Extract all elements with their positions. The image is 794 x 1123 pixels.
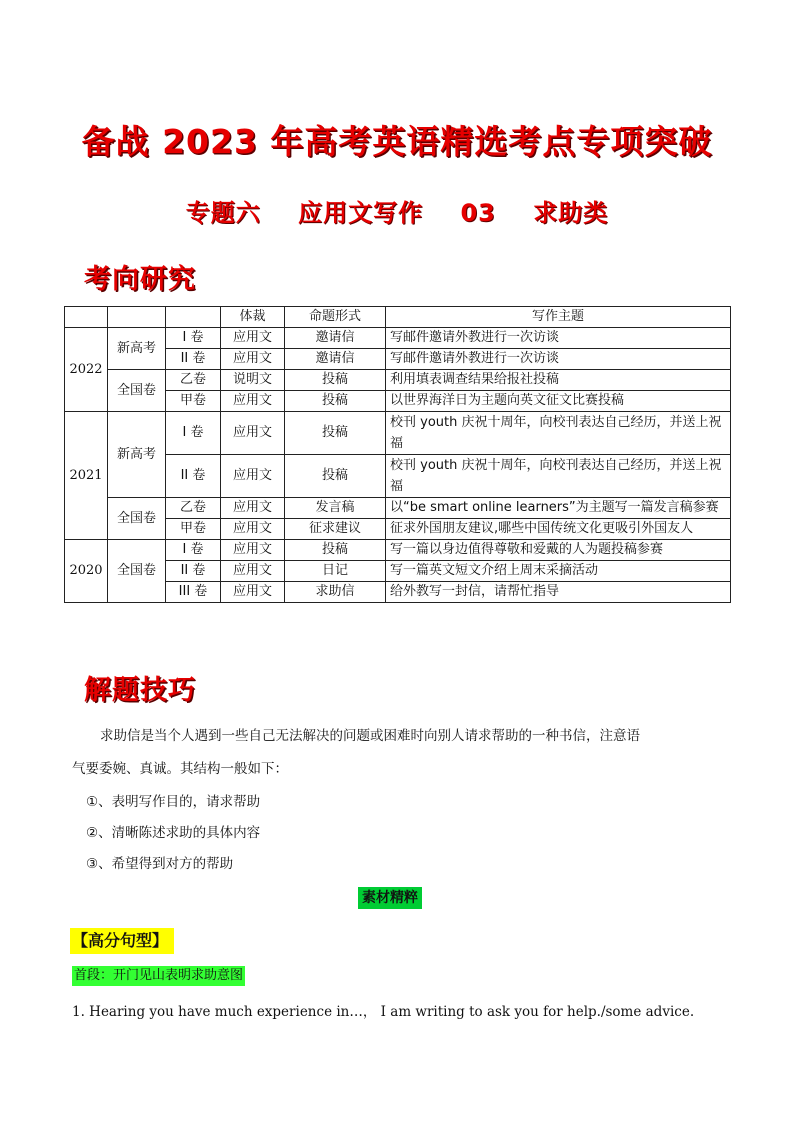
genre-cell: 应用文	[221, 498, 285, 519]
table-row	[65, 540, 731, 561]
paper-cell: 甲卷	[166, 519, 221, 540]
topic-cell: 以世界海洋日为主题向英文征文比赛投稿	[386, 391, 731, 412]
structure-step: ②、清晰陈述求助的具体内容	[86, 825, 261, 841]
year-cell: 2020	[65, 540, 108, 603]
paper-cell: I 卷	[166, 540, 221, 561]
material-label: 素材精粹	[358, 887, 422, 909]
first-paragraph-label: 首段：开门见山表明求助意图	[72, 966, 245, 986]
topic-cell: 写邮件邀请外教进行一次访谈	[386, 328, 731, 349]
subtitle-type: 求助类	[533, 199, 609, 227]
section-heading-techniques: 解题技巧	[84, 675, 196, 706]
group-cell: 新高考	[108, 412, 166, 498]
form-cell: 投稿	[285, 391, 386, 412]
form-cell: 邀请信	[285, 328, 386, 349]
structure-step: ③、希望得到对方的帮助	[86, 856, 234, 872]
genre-cell: 应用文	[221, 391, 285, 412]
table-row	[65, 498, 731, 519]
subtitle-category: 应用文写作	[298, 199, 424, 227]
structure-step: ①、表明写作目的，请求帮助	[86, 794, 261, 810]
genre-cell: 应用文	[221, 519, 285, 540]
genre-cell: 应用文	[221, 540, 285, 561]
genre-cell: 应用文	[221, 349, 285, 370]
table-header-cell	[166, 307, 221, 328]
group-cell: 新高考	[108, 328, 166, 370]
topic-cell: 给外教写一封信，请帮忙指导	[386, 582, 731, 603]
paper-cell: 甲卷	[166, 391, 221, 412]
table-header-genre: 体裁	[221, 307, 285, 328]
topic-cell: 征求外国朋友建议,哪些中国传统文化更吸引外国友人	[386, 519, 731, 540]
form-cell: 投稿	[285, 412, 386, 455]
genre-cell: 应用文	[221, 582, 285, 603]
table-header-topic: 写作主题	[386, 307, 731, 328]
topic-cell: 写邮件邀请外教进行一次访谈	[386, 349, 731, 370]
form-cell: 求助信	[285, 582, 386, 603]
subtitle-number: 03	[460, 199, 496, 227]
table-row	[65, 328, 731, 349]
table-header-row	[65, 307, 731, 328]
sentence-pattern-label: 【高分句型】	[70, 928, 174, 954]
group-cell: 全国卷	[108, 498, 166, 540]
topic-cell: 校刊 youth 庆祝十周年，向校刊表达自己经历，并送上祝福	[386, 455, 731, 498]
table-row	[65, 370, 731, 391]
paper-cell: II 卷	[166, 561, 221, 582]
subtitle-topic: 专题六	[185, 199, 261, 227]
exam-topics-table	[64, 306, 731, 603]
table-header-cell	[108, 307, 166, 328]
form-cell: 征求建议	[285, 519, 386, 540]
form-cell: 投稿	[285, 370, 386, 391]
paper-cell: III 卷	[166, 582, 221, 603]
section-heading-research: 考向研究	[84, 264, 196, 295]
paper-cell: II 卷	[166, 349, 221, 370]
genre-cell: 应用文	[221, 328, 285, 349]
topic-cell: 利用填表调查结果给报社投稿	[386, 370, 731, 391]
intro-paragraph-line1: 求助信是当个人遇到一些自己无法解决的问题或困难时向别人请求帮助的一种书信，注意语	[100, 728, 640, 744]
topic-cell: 写一篇英文短文介绍上周末采摘活动	[386, 561, 731, 582]
group-cell: 全国卷	[108, 540, 166, 603]
paper-cell: 乙卷	[166, 370, 221, 391]
genre-cell: 应用文	[221, 455, 285, 498]
form-cell: 日记	[285, 561, 386, 582]
table-row	[65, 412, 731, 455]
intro-paragraph-line2: 气要委婉、真诚。其结构一般如下：	[72, 761, 288, 777]
group-cell: 全国卷	[108, 370, 166, 412]
year-cell: 2021	[65, 412, 108, 540]
genre-cell: 应用文	[221, 412, 285, 455]
table-header-cell	[65, 307, 108, 328]
form-cell: 邀请信	[285, 349, 386, 370]
genre-cell: 说明文	[221, 370, 285, 391]
paper-cell: 乙卷	[166, 498, 221, 519]
paper-cell: I 卷	[166, 412, 221, 455]
paper-cell: II 卷	[166, 455, 221, 498]
topic-cell: 校刊 youth 庆祝十周年，向校刊表达自己经历，并送上祝福	[386, 412, 731, 455]
form-cell: 投稿	[285, 455, 386, 498]
document-subtitle	[0, 193, 794, 228]
topic-cell: 写一篇以身边值得尊敬和爱戴的人为题投稿参赛	[386, 540, 731, 561]
genre-cell: 应用文	[221, 561, 285, 582]
document-title: 备战 2023 年高考英语精选考点专项突破	[81, 122, 713, 161]
example-sentence: 1. Hearing you have much experience in…， I am writing to ask you for help./some advice.	[72, 1004, 695, 1020]
year-cell: 2022	[65, 328, 108, 412]
topic-cell: 以“be smart online learners”为主题写一篇发言稿参赛	[386, 498, 731, 519]
paper-cell: I 卷	[166, 328, 221, 349]
form-cell: 投稿	[285, 540, 386, 561]
form-cell: 发言稿	[285, 498, 386, 519]
table-header-form: 命题形式	[285, 307, 386, 328]
